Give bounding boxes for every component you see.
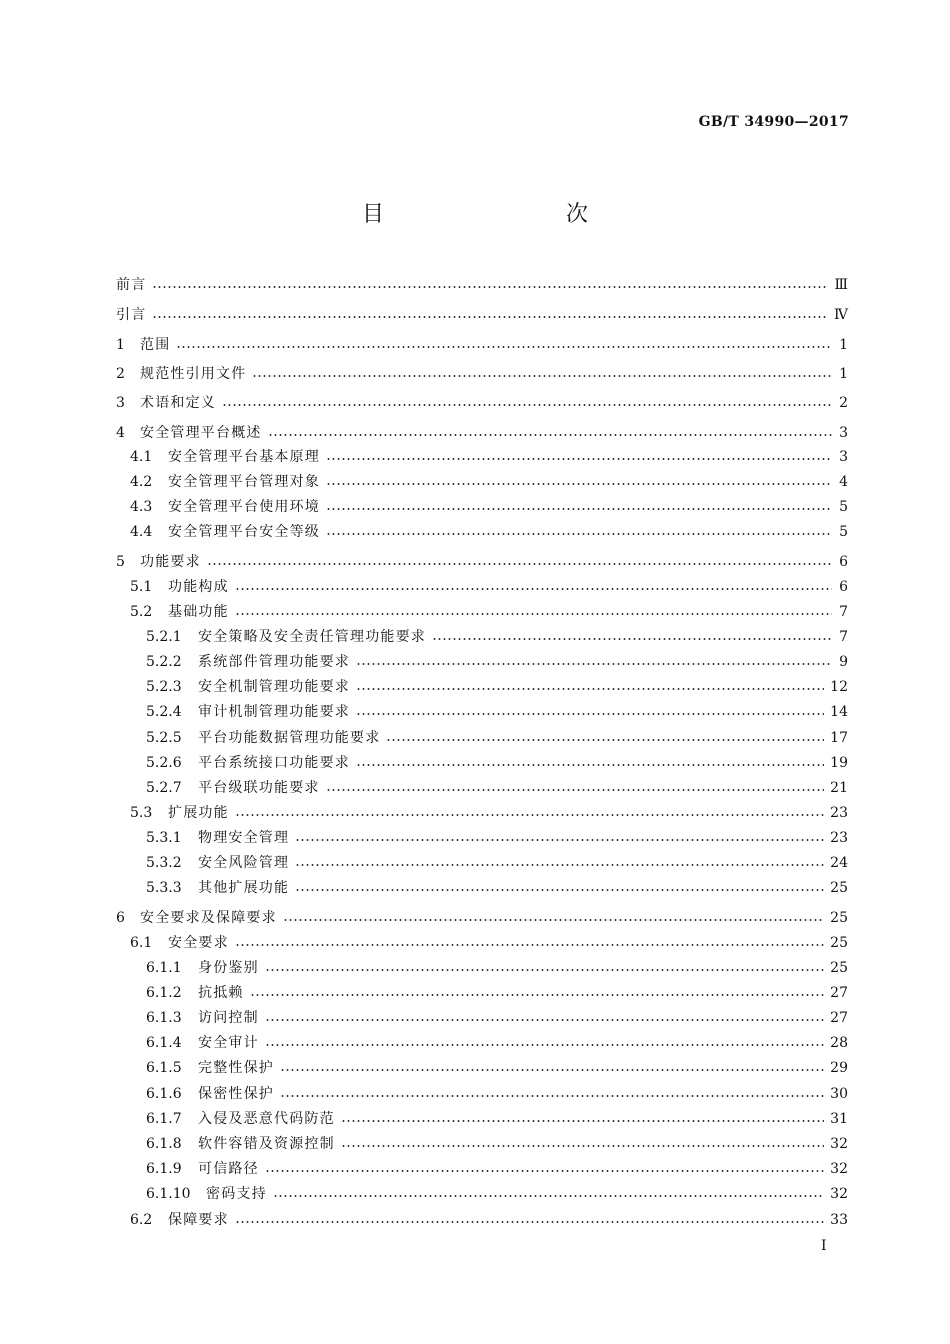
toc-leader-dots xyxy=(207,563,832,565)
toc-entry-number: 6.1.1 xyxy=(146,960,182,976)
toc-entry-title: 范围 xyxy=(140,337,171,353)
toc-entry-page: 32 xyxy=(830,1186,848,1202)
toc-leader-dots xyxy=(176,346,832,348)
toc-entry-number: 5.2.4 xyxy=(146,704,182,720)
table-of-contents xyxy=(116,0,848,1344)
toc-entry[interactable] xyxy=(116,576,848,598)
toc-entry[interactable] xyxy=(116,422,848,444)
toc-entry[interactable] xyxy=(116,1007,848,1029)
toc-entry-title: 安全管理平台管理对象 xyxy=(168,474,320,490)
toc-entry[interactable] xyxy=(116,363,848,385)
toc-entry-page: 25 xyxy=(830,935,848,951)
toc-leader-dots xyxy=(252,375,832,377)
toc-entry-number: 5.2 xyxy=(130,604,153,620)
toc-leader-dots xyxy=(386,739,824,741)
toc-leader-dots xyxy=(356,688,824,690)
toc-leader-dots xyxy=(250,994,825,996)
toc-entry-page: 25 xyxy=(830,910,848,926)
toc-entry[interactable] xyxy=(116,852,848,874)
toc-entry-title: 术语和定义 xyxy=(140,395,216,411)
toc-entry[interactable] xyxy=(116,957,848,979)
page-number: Ⅰ xyxy=(821,1238,827,1254)
toc-entry-title: 完整性保护 xyxy=(198,1060,274,1076)
toc-entry[interactable] xyxy=(116,1158,848,1180)
toc-entry-page: 1 xyxy=(839,337,848,353)
toc-leader-dots xyxy=(326,483,832,485)
toc-entry-page: 25 xyxy=(830,960,848,976)
toc-entry-page: 32 xyxy=(830,1136,848,1152)
toc-entry-number: 5.2.7 xyxy=(146,780,182,796)
toc-title: 目 次 xyxy=(361,202,634,227)
toc-entry-number: 5.2.3 xyxy=(146,679,182,695)
toc-entry-number: 6.1.9 xyxy=(146,1161,182,1177)
toc-entry-title: 抗抵赖 xyxy=(198,985,244,1001)
toc-entry[interactable] xyxy=(116,727,848,749)
toc-entry[interactable] xyxy=(116,676,848,698)
toc-entry-title: 安全策略及安全责任管理功能要求 xyxy=(198,629,426,645)
toc-leader-dots xyxy=(235,1221,824,1223)
toc-leader-dots xyxy=(222,404,832,406)
toc-entry-page: 6 xyxy=(839,579,848,595)
toc-entry-number: 5.3.2 xyxy=(146,855,182,871)
toc-entry[interactable] xyxy=(116,334,848,356)
toc-entry-number: 1 xyxy=(116,337,125,353)
toc-leader-dots xyxy=(152,286,828,288)
toc-entry-number: 4.4 xyxy=(130,524,153,540)
toc-leader-dots xyxy=(152,316,828,318)
toc-entry[interactable] xyxy=(116,521,848,543)
toc-entry-title: 安全审计 xyxy=(198,1035,259,1051)
toc-entry-number: 4.1 xyxy=(130,449,153,465)
toc-entry-title: 安全机制管理功能要求 xyxy=(198,679,350,695)
toc-entry-number: 6.2 xyxy=(130,1212,153,1228)
toc-entry-number: 5.2.6 xyxy=(146,755,182,771)
toc-leader-dots xyxy=(235,814,824,816)
toc-leader-dots xyxy=(235,944,824,946)
toc-entry[interactable] xyxy=(116,1108,848,1130)
toc-entry-number: 2 xyxy=(116,366,125,382)
toc-entry[interactable] xyxy=(116,752,848,774)
toc-entry-number: 5 xyxy=(116,554,125,570)
toc-entry-number: 6.1.8 xyxy=(146,1136,182,1152)
toc-entry-number: 5.1 xyxy=(130,579,153,595)
toc-entry[interactable] xyxy=(116,1032,848,1054)
toc-leader-dots xyxy=(326,508,832,510)
toc-entry[interactable] xyxy=(116,1133,848,1155)
toc-entry[interactable] xyxy=(116,651,848,673)
toc-entry-page: 33 xyxy=(830,1212,848,1228)
toc-entry-page: 4 xyxy=(839,474,848,490)
toc-entry-title: 安全风险管理 xyxy=(198,855,290,871)
toc-entry[interactable] xyxy=(116,1209,848,1231)
toc-entry-title: 物理安全管理 xyxy=(198,830,290,846)
toc-leader-dots xyxy=(326,458,832,460)
toc-entry[interactable] xyxy=(116,1057,848,1079)
toc-entry[interactable] xyxy=(116,551,848,573)
standard-code: GB/T 34990—2017 xyxy=(698,114,849,130)
toc-entry[interactable] xyxy=(116,274,848,296)
toc-entry-title: 系统部件管理功能要求 xyxy=(198,654,350,670)
toc-entry-page: 5 xyxy=(839,499,848,515)
toc-entry-page: 7 xyxy=(839,629,848,645)
toc-entry-page: 24 xyxy=(830,855,848,871)
toc-entry-page: 3 xyxy=(839,425,848,441)
toc-entry-number: 6.1.10 xyxy=(146,1186,191,1202)
toc-entry[interactable] xyxy=(116,907,848,929)
toc-entry-page: 19 xyxy=(830,755,848,771)
toc-entry[interactable] xyxy=(116,1183,848,1205)
toc-entry-number: 5.3.1 xyxy=(146,830,182,846)
toc-entry-number: 6 xyxy=(116,910,125,926)
toc-entry-page: 9 xyxy=(839,654,848,670)
toc-entry-title: 可信路径 xyxy=(198,1161,259,1177)
toc-entry-title: 功能构成 xyxy=(168,579,229,595)
toc-entry-title: 其他扩展功能 xyxy=(198,880,290,896)
toc-leader-dots xyxy=(235,588,832,590)
toc-entry-page: 3 xyxy=(839,449,848,465)
toc-leader-dots xyxy=(265,1044,824,1046)
toc-entry-page: 23 xyxy=(830,830,848,846)
toc-entry-title: 基础功能 xyxy=(168,604,229,620)
toc-entry-page: 25 xyxy=(830,880,848,896)
toc-entry-title: 平台级联功能要求 xyxy=(198,780,320,796)
toc-leader-dots xyxy=(265,1019,824,1021)
toc-entry[interactable] xyxy=(116,932,848,954)
toc-entry-title: 软件容错及资源控制 xyxy=(198,1136,335,1152)
toc-entry-page: Ⅳ xyxy=(834,307,848,323)
toc-entry-number: 4 xyxy=(116,425,125,441)
toc-leader-dots xyxy=(265,1170,824,1172)
toc-leader-dots xyxy=(295,839,824,841)
toc-entry-page: 31 xyxy=(830,1111,848,1127)
toc-entry-page: 1 xyxy=(839,366,848,382)
toc-leader-dots xyxy=(283,919,824,921)
toc-entry-title: 安全管理平台基本原理 xyxy=(168,449,320,465)
toc-leader-dots xyxy=(265,969,824,971)
toc-entry-title: 安全要求及保障要求 xyxy=(140,910,277,926)
toc-entry[interactable] xyxy=(116,392,848,414)
toc-entry[interactable] xyxy=(116,877,848,899)
toc-entry-page: 5 xyxy=(839,524,848,540)
toc-entry-title: 安全管理平台使用环境 xyxy=(168,499,320,515)
toc-entry[interactable] xyxy=(116,701,848,723)
toc-entry-title: 保密性保护 xyxy=(198,1086,274,1102)
toc-entry-title: 入侵及恶意代码防范 xyxy=(198,1111,335,1127)
toc-entry-title: 访问控制 xyxy=(198,1010,259,1026)
toc-entry-number: 6.1 xyxy=(130,935,153,951)
toc-leader-dots xyxy=(326,533,832,535)
toc-entry-title: 密码支持 xyxy=(206,1186,267,1202)
toc-entry[interactable] xyxy=(116,982,848,1004)
toc-entry[interactable] xyxy=(116,777,848,799)
toc-leader-dots xyxy=(326,789,825,791)
toc-entry-title: 功能要求 xyxy=(140,554,201,570)
toc-entry-number: 6.1.3 xyxy=(146,1010,182,1026)
toc-entry-number: 6.1.6 xyxy=(146,1086,182,1102)
toc-leader-dots xyxy=(341,1120,824,1122)
toc-leader-dots xyxy=(432,638,832,640)
toc-leader-dots xyxy=(235,613,832,615)
toc-entry-page: 30 xyxy=(830,1086,848,1102)
toc-entry-page: 2 xyxy=(839,395,848,411)
toc-leader-dots xyxy=(341,1145,824,1147)
toc-entry-number: 6.1.2 xyxy=(146,985,182,1001)
toc-entry-page: 28 xyxy=(830,1035,848,1051)
toc-entry[interactable] xyxy=(116,626,848,648)
toc-leader-dots xyxy=(356,764,824,766)
toc-entry-page: 23 xyxy=(830,805,848,821)
toc-entry-page: 7 xyxy=(839,604,848,620)
toc-entry-page: 6 xyxy=(839,554,848,570)
toc-entry-number: 5.2.5 xyxy=(146,730,182,746)
toc-entry-title: 前言 xyxy=(116,277,147,293)
toc-entry-page: 12 xyxy=(830,679,848,695)
toc-entry-title: 安全管理平台安全等级 xyxy=(168,524,320,540)
toc-entry-page: 32 xyxy=(830,1161,848,1177)
toc-entry-page: 27 xyxy=(830,985,848,1001)
toc-entry-number: 5.2.2 xyxy=(146,654,182,670)
toc-entry-page: 17 xyxy=(830,730,848,746)
toc-entry-number: 6.1.4 xyxy=(146,1035,182,1051)
toc-leader-dots xyxy=(356,713,824,715)
toc-leader-dots xyxy=(280,1095,824,1097)
toc-leader-dots xyxy=(268,434,832,436)
toc-entry-page: 29 xyxy=(830,1060,848,1076)
toc-entry-title: 规范性引用文件 xyxy=(140,366,247,382)
toc-entry-number: 6.1.5 xyxy=(146,1060,182,1076)
toc-entry-number: 5.3 xyxy=(130,805,153,821)
toc-leader-dots xyxy=(273,1195,824,1197)
toc-entry-page: 21 xyxy=(830,780,848,796)
toc-entry[interactable] xyxy=(116,802,848,824)
toc-entry-title: 安全管理平台概述 xyxy=(140,425,262,441)
toc-entry-title: 身份鉴别 xyxy=(198,960,259,976)
toc-leader-dots xyxy=(356,663,832,665)
toc-entry-page: 27 xyxy=(830,1010,848,1026)
toc-entry-title: 安全要求 xyxy=(168,935,229,951)
toc-entry-title: 引言 xyxy=(116,307,147,323)
toc-entry[interactable] xyxy=(116,304,848,326)
toc-entry[interactable] xyxy=(116,446,848,468)
toc-entry[interactable] xyxy=(116,601,848,623)
toc-entry-page: 14 xyxy=(830,704,848,720)
toc-entry-title: 审计机制管理功能要求 xyxy=(198,704,350,720)
toc-entry-number: 4.2 xyxy=(130,474,153,490)
toc-entry[interactable] xyxy=(116,1083,848,1105)
toc-entry-number: 6.1.7 xyxy=(146,1111,182,1127)
toc-entry-number: 3 xyxy=(116,395,125,411)
toc-entry-title: 保障要求 xyxy=(168,1212,229,1228)
toc-entry[interactable] xyxy=(116,827,848,849)
toc-leader-dots xyxy=(295,864,824,866)
toc-entry-number: 5.2.1 xyxy=(146,629,182,645)
toc-entry[interactable] xyxy=(116,496,848,518)
toc-entry-title: 平台系统接口功能要求 xyxy=(198,755,350,771)
toc-entry-title: 平台功能数据管理功能要求 xyxy=(198,730,381,746)
toc-entry-title: 扩展功能 xyxy=(168,805,229,821)
toc-leader-dots xyxy=(280,1069,824,1071)
toc-entry[interactable] xyxy=(116,471,848,493)
toc-entry-number: 4.3 xyxy=(130,499,153,515)
toc-leader-dots xyxy=(295,889,824,891)
toc-entry-number: 5.3.3 xyxy=(146,880,182,896)
toc-entry-page: Ⅲ xyxy=(834,277,848,293)
